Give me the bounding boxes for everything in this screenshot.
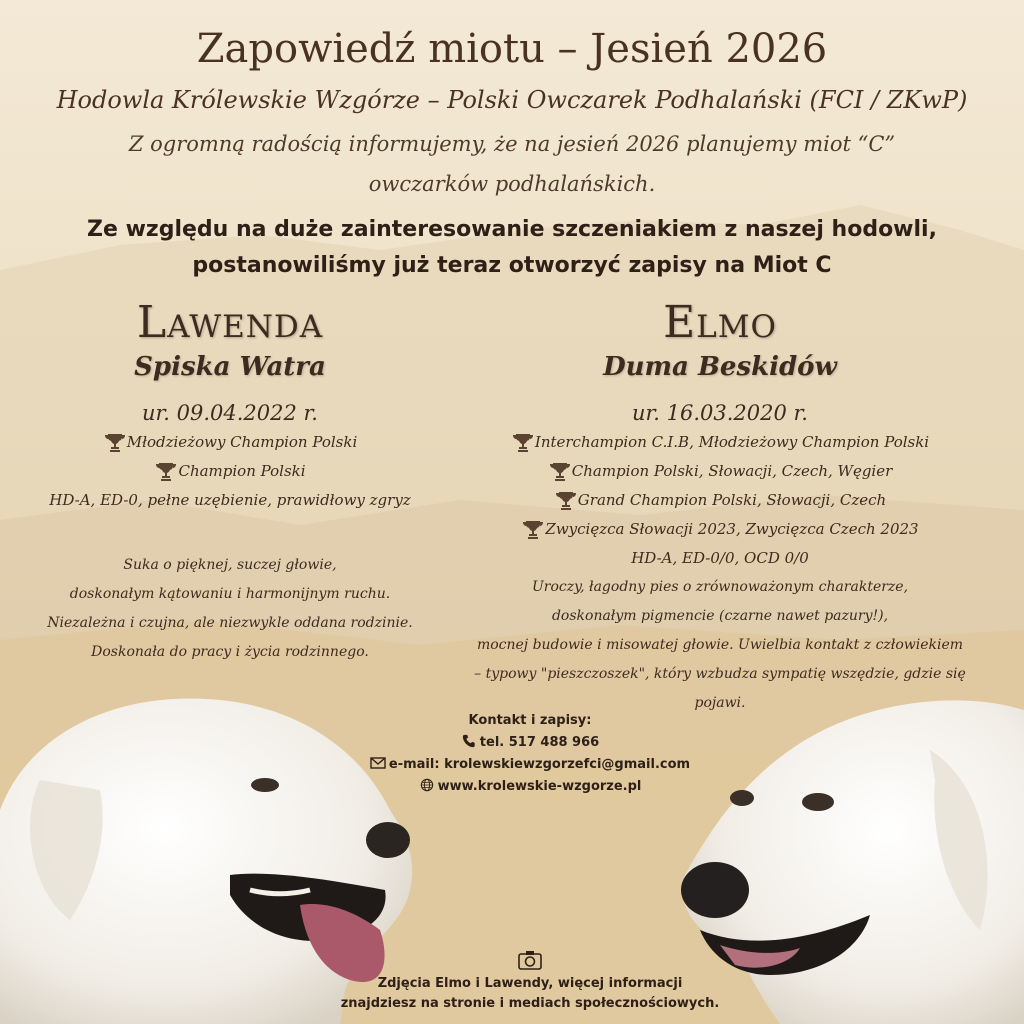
footer-line: znajdziesz na stronie i mediach społecznościowych. [340, 996, 720, 1011]
description-line: – typowy "pieszczoszek", który wzbudza sympatię wszędzie, gdzie się pojawi. [474, 666, 966, 711]
award-label: Grand Champion Polski, Słowacji, Czech [577, 491, 887, 509]
page-title: Zapowiedź miotu – Jesień 2026 [196, 26, 828, 72]
trophy-icon [521, 518, 545, 542]
trophy-icon [103, 431, 127, 455]
award-item [450, 457, 990, 486]
camera-icon [518, 950, 542, 970]
male-name: Elmo [663, 297, 777, 348]
envelope-icon [370, 756, 386, 770]
female-section [40, 296, 420, 667]
trophy-icon [554, 489, 578, 513]
award-label: Champion Polski [178, 462, 306, 480]
award-label: Młodzieżowy Champion Polski [126, 433, 358, 451]
website-line[interactable] [340, 776, 720, 798]
female-birth-date: ur. 09.04.2022 r. [142, 401, 318, 425]
female-kennel: Spiska Watra [134, 352, 326, 382]
award-label: Zwycięzca Słowacji 2023, Zwycięzca Czech 2023 [545, 520, 919, 538]
description-line: Niezależna i czujna, ale niezwykle oddana rodzinie. [47, 615, 413, 631]
male-kennel: Duma Beskidów [603, 352, 837, 382]
announcement-line: Ze względu na duże zainteresowanie szczeniakiem z naszej hodowli, [87, 217, 937, 242]
email-address[interactable]: e-mail: krolewskiewzgorzefci@gmail.com [388, 757, 691, 772]
photo-credit [320, 950, 740, 1014]
kennel-subtitle: Hodowla Królewskie Wzgórze – Polski Owczarek Podhalański (FCI / ZKwP) [56, 86, 968, 114]
announcement-line: postanowiliśmy już teraz otworzyć zapisy na Miot C [192, 253, 832, 278]
female-description [40, 551, 420, 667]
website-link[interactable]: www.krolewskie-wzgorze.pl [437, 779, 642, 794]
description-line: mocnej budowie i misowatej głowie. Uwielbia kontakt z człowiekiem [476, 637, 964, 653]
intro-line: owczarków podhalańskich. [368, 172, 656, 196]
intro-line: Z ogromną radością informujemy, że na jesień 2026 planujemy miot “C” [128, 132, 896, 156]
phone-line[interactable] [340, 732, 720, 754]
trophy-icon [548, 460, 572, 484]
phone-icon [461, 734, 477, 748]
award-label: Interchampion C.I.B, Młodzieżowy Champion Polski [534, 433, 930, 451]
award-item [450, 515, 990, 544]
intro-text [0, 124, 1024, 204]
male-birth-date: ur. 16.03.2020 r. [632, 401, 808, 425]
female-health: HD-A, ED-0, pełne uzębienie, prawidłowy zgryz [49, 491, 411, 509]
trophy-icon [511, 431, 535, 455]
footer-line: Zdjęcia Elmo i Lawendy, więcej informacji [377, 976, 683, 991]
phone-number[interactable]: tel. 517 488 966 [479, 735, 600, 750]
globe-icon [419, 778, 435, 792]
award-item [450, 486, 990, 515]
description-line: Doskonała do pracy i życia rodzinnego. [91, 644, 369, 660]
female-name: Lawenda [136, 297, 324, 348]
award-item [40, 428, 420, 457]
description-line: doskonałym kątowaniu i harmonijnym ruchu. [69, 586, 391, 602]
award-item [450, 428, 990, 457]
description-line: doskonałym pigmencie (czarne nawet pazury!), [551, 608, 889, 624]
award-item [40, 457, 420, 486]
contact-section [340, 710, 720, 798]
male-health: HD-A, ED-0/0, OCD 0/0 [631, 549, 809, 567]
trophy-icon [154, 460, 178, 484]
description-line: Uroczy, łagodny pies o zrównoważonym charakterze, [531, 579, 909, 595]
contact-heading: Kontakt i zapisy: [468, 713, 592, 728]
award-label: Champion Polski, Słowacji, Czech, Węgier [571, 462, 893, 480]
announcement-text [0, 212, 1024, 284]
description-line: Suka o pięknej, suczej głowie, [123, 557, 337, 573]
male-section [450, 296, 990, 718]
email-line[interactable] [340, 754, 720, 776]
